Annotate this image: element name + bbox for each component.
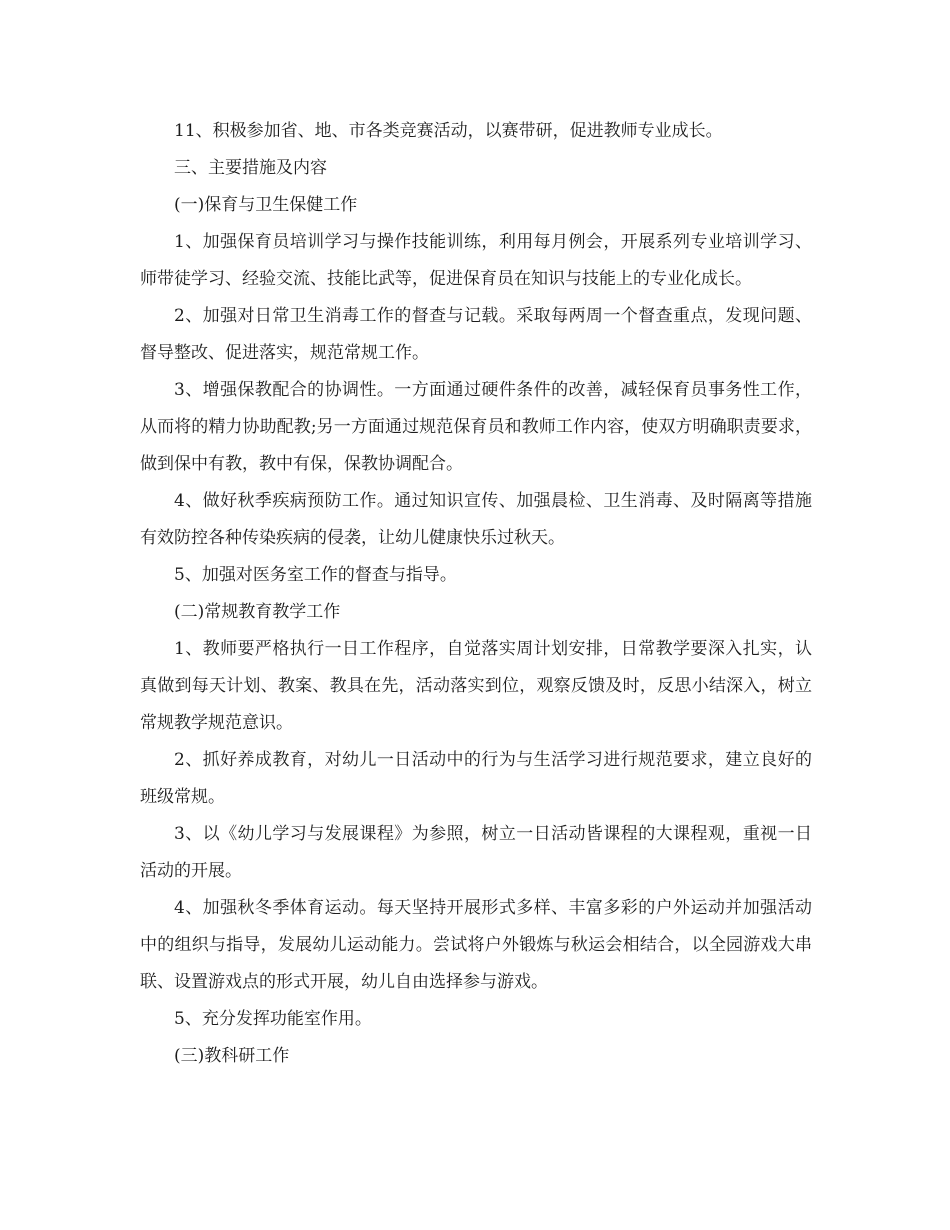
paragraph-caregiver-training: 1、加强保育员培训学习与操作技能训练，利用每月例会，开展系列专业培训学习、师带徒学习、经验交流、技能比武等，促进保育员在知识与技能上的专业化成长。 — [140, 232, 812, 289]
paragraph-daily-procedure: 1、教师要严格执行一日工作程序，自觉落实周计划安排，日常教学要深入扎实，认真做到每天计划、教案、教具在先，活动落实到位，观察反馈及时，反思小结深入，树立常规教学规范意识。 — [140, 639, 812, 733]
paragraph-habit-education: 2、抓好养成教育，对幼儿一日活动中的行为与生活学习进行规范要求，建立良好的班级常规。 — [140, 750, 812, 807]
subsection-heading-childcare-health: (一)保育与卫生保健工作 — [174, 195, 358, 215]
document-body — [140, 113, 812, 1075]
paragraph-autumn-disease-prevention: 4、做好秋季疾病预防工作。通过知识宣传、加强晨检、卫生消毒、及时隔离等措施有效防控各种传染疾病的侵袭，让幼儿健康快乐过秋天。 — [140, 491, 812, 548]
paragraph-function-rooms: 5、充分发挥功能室作用。 — [174, 1009, 372, 1029]
paragraph-clinic-supervision: 5、加强对医务室工作的督查与指导。 — [174, 565, 457, 585]
paragraph-curriculum-reference: 3、以《幼儿学习与发展课程》为参照，树立一日活动皆课程的大课程观，重视一日活动的开展。 — [140, 824, 812, 881]
paragraph-sports-activities: 4、加强秋冬季体育运动。每天坚持开展形式多样、丰富多彩的户外运动并加强活动中的组织与指导，发展幼儿运动能力。尝试将户外锻炼与秋运会相结合，以全园游戏大串联、设置游戏点的形式开展，幼儿自由选择参与游戏。 — [140, 898, 812, 992]
subsection-heading-routine-teaching: (二)常规教育教学工作 — [174, 602, 341, 622]
paragraph-hygiene-disinfection: 2、加强对日常卫生消毒工作的督查与记载。采取每两周一个督查重点，发现问题、督导整改、促进落实，规范常规工作。 — [140, 306, 812, 363]
paragraph-care-education-coordination: 3、增强保教配合的协调性。一方面通过硬件条件的改善，减轻保育员事务性工作，从而将的精力协助配教;另一方面通过规范保育员和教师工作内容，使双方明确职责要求，做到保中有教，教中有保，保教协调配合。 — [140, 380, 812, 474]
section-heading-main-measures: 三、主要措施及内容 — [174, 158, 327, 178]
paragraph-item-11-competitions: 11、积极参加省、地、市各类竞赛活动，以赛带研，促进教师专业成长。 — [174, 121, 723, 141]
subsection-heading-research-work: (三)教科研工作 — [174, 1046, 290, 1066]
